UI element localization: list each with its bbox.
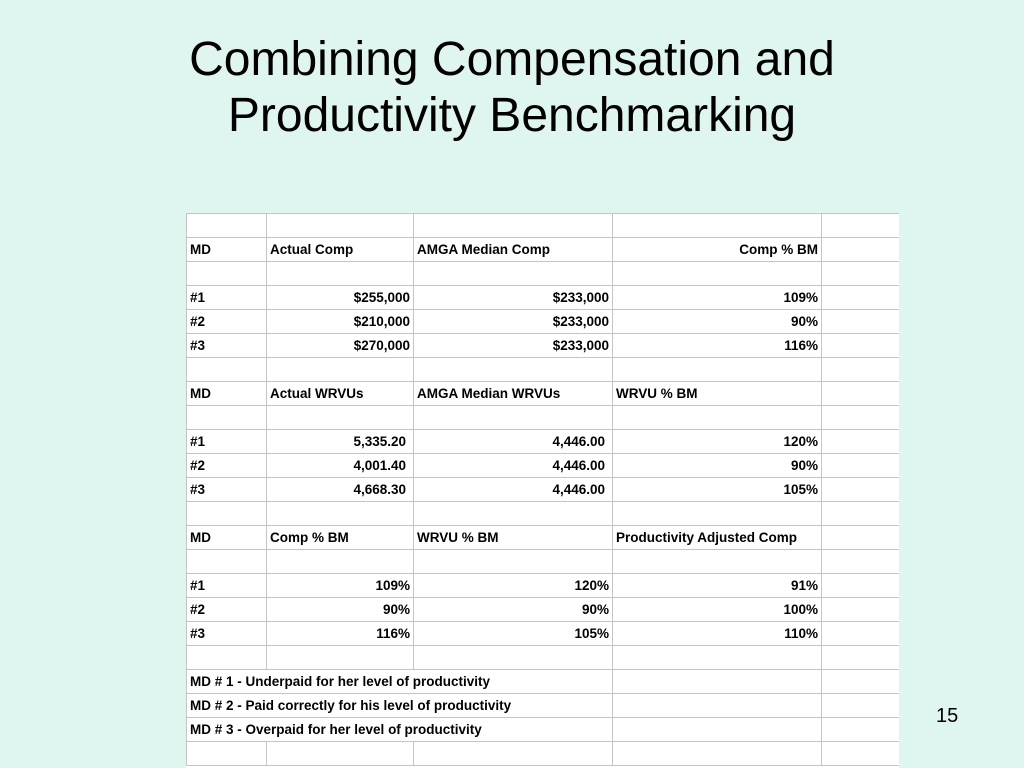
md-cell: #1 <box>187 286 267 310</box>
median-comp-cell: $233,000 <box>414 310 613 334</box>
header-cell: AMGA Median Comp <box>414 238 613 262</box>
table-row <box>187 574 900 598</box>
actual-comp-cell: $270,000 <box>267 334 414 358</box>
md-cell: #1 <box>187 574 267 598</box>
actual-comp-cell: $255,000 <box>267 286 414 310</box>
note-row <box>187 694 900 718</box>
table-row <box>187 286 900 310</box>
comp-header-row <box>187 238 900 262</box>
note-row <box>187 718 900 742</box>
table-row <box>187 430 900 454</box>
table-row <box>187 454 900 478</box>
header-cell: Productivity Adjusted Comp <box>613 526 822 550</box>
slide-title-line-2: Productivity Benchmarking <box>227 89 797 142</box>
header-cell: Comp % BM <box>267 526 414 550</box>
note-text: MD # 1 - Underpaid for her level of productivity <box>187 670 613 694</box>
table-row <box>187 622 900 646</box>
wrvu-header-row <box>187 382 900 406</box>
blank-row <box>187 502 900 526</box>
comp-pct-cell: 90% <box>613 310 822 334</box>
wrvu-pct-cell: 105% <box>613 478 822 502</box>
comp-pct-cell: 109% <box>267 574 414 598</box>
median-wrvu-cell: 4,446.00 <box>414 430 613 454</box>
adjusted-comp-cell: 91% <box>613 574 822 598</box>
page-number: 15 <box>936 705 959 727</box>
blank-row <box>187 550 900 574</box>
wrvu-pct-cell: 120% <box>414 574 613 598</box>
actual-wrvu-cell: 4,668.30 <box>267 478 414 502</box>
note-text: MD # 3 - Overpaid for her level of productivity <box>187 718 613 742</box>
comp-pct-cell: 109% <box>613 286 822 310</box>
wrvu-pct-cell: 90% <box>414 598 613 622</box>
blank-row <box>187 358 900 382</box>
header-cell: MD <box>187 526 267 550</box>
adjusted-comp-cell: 100% <box>613 598 822 622</box>
header-cell: MD <box>187 238 267 262</box>
blank-row <box>187 214 900 238</box>
actual-comp-cell: $210,000 <box>267 310 414 334</box>
slide-title <box>0 32 1024 144</box>
blank-row <box>187 262 900 286</box>
header-cell: Actual Comp <box>267 238 414 262</box>
comp-pct-cell: 116% <box>267 622 414 646</box>
table-row <box>187 310 900 334</box>
spreadsheet-table <box>186 213 899 768</box>
adjusted-header-row <box>187 526 900 550</box>
header-cell: Actual WRVUs <box>267 382 414 406</box>
md-cell: #1 <box>187 430 267 454</box>
actual-wrvu-cell: 4,001.40 <box>267 454 414 478</box>
md-cell: #2 <box>187 310 267 334</box>
median-wrvu-cell: 4,446.00 <box>414 478 613 502</box>
median-wrvu-cell: 4,446.00 <box>414 454 613 478</box>
comp-pct-cell: 90% <box>267 598 414 622</box>
md-cell: #3 <box>187 622 267 646</box>
header-cell: MD <box>187 382 267 406</box>
median-comp-cell: $233,000 <box>414 334 613 358</box>
wrvu-pct-cell: 120% <box>613 430 822 454</box>
md-cell: #2 <box>187 454 267 478</box>
wrvu-pct-cell: 105% <box>414 622 613 646</box>
header-cell: WRVU % BM <box>613 382 822 406</box>
table-row <box>187 478 900 502</box>
adjusted-comp-cell: 110% <box>613 622 822 646</box>
note-row <box>187 670 900 694</box>
table-row <box>187 598 900 622</box>
benchmark-grid <box>186 213 899 766</box>
md-cell: #3 <box>187 478 267 502</box>
note-text: MD # 2 - Paid correctly for his level of productivity <box>187 694 613 718</box>
header-cell: Comp % BM <box>613 238 822 262</box>
blank-row <box>187 742 900 766</box>
table-row <box>187 334 900 358</box>
median-comp-cell: $233,000 <box>414 286 613 310</box>
wrvu-pct-cell: 90% <box>613 454 822 478</box>
md-cell: #2 <box>187 598 267 622</box>
md-cell: #3 <box>187 334 267 358</box>
blank-row <box>187 646 900 670</box>
blank-row <box>187 406 900 430</box>
header-cell: WRVU % BM <box>414 526 613 550</box>
header-cell: AMGA Median WRVUs <box>414 382 613 406</box>
comp-pct-cell: 116% <box>613 334 822 358</box>
slide-title-line-1: Combining Compensation and <box>189 33 835 86</box>
actual-wrvu-cell: 5,335.20 <box>267 430 414 454</box>
